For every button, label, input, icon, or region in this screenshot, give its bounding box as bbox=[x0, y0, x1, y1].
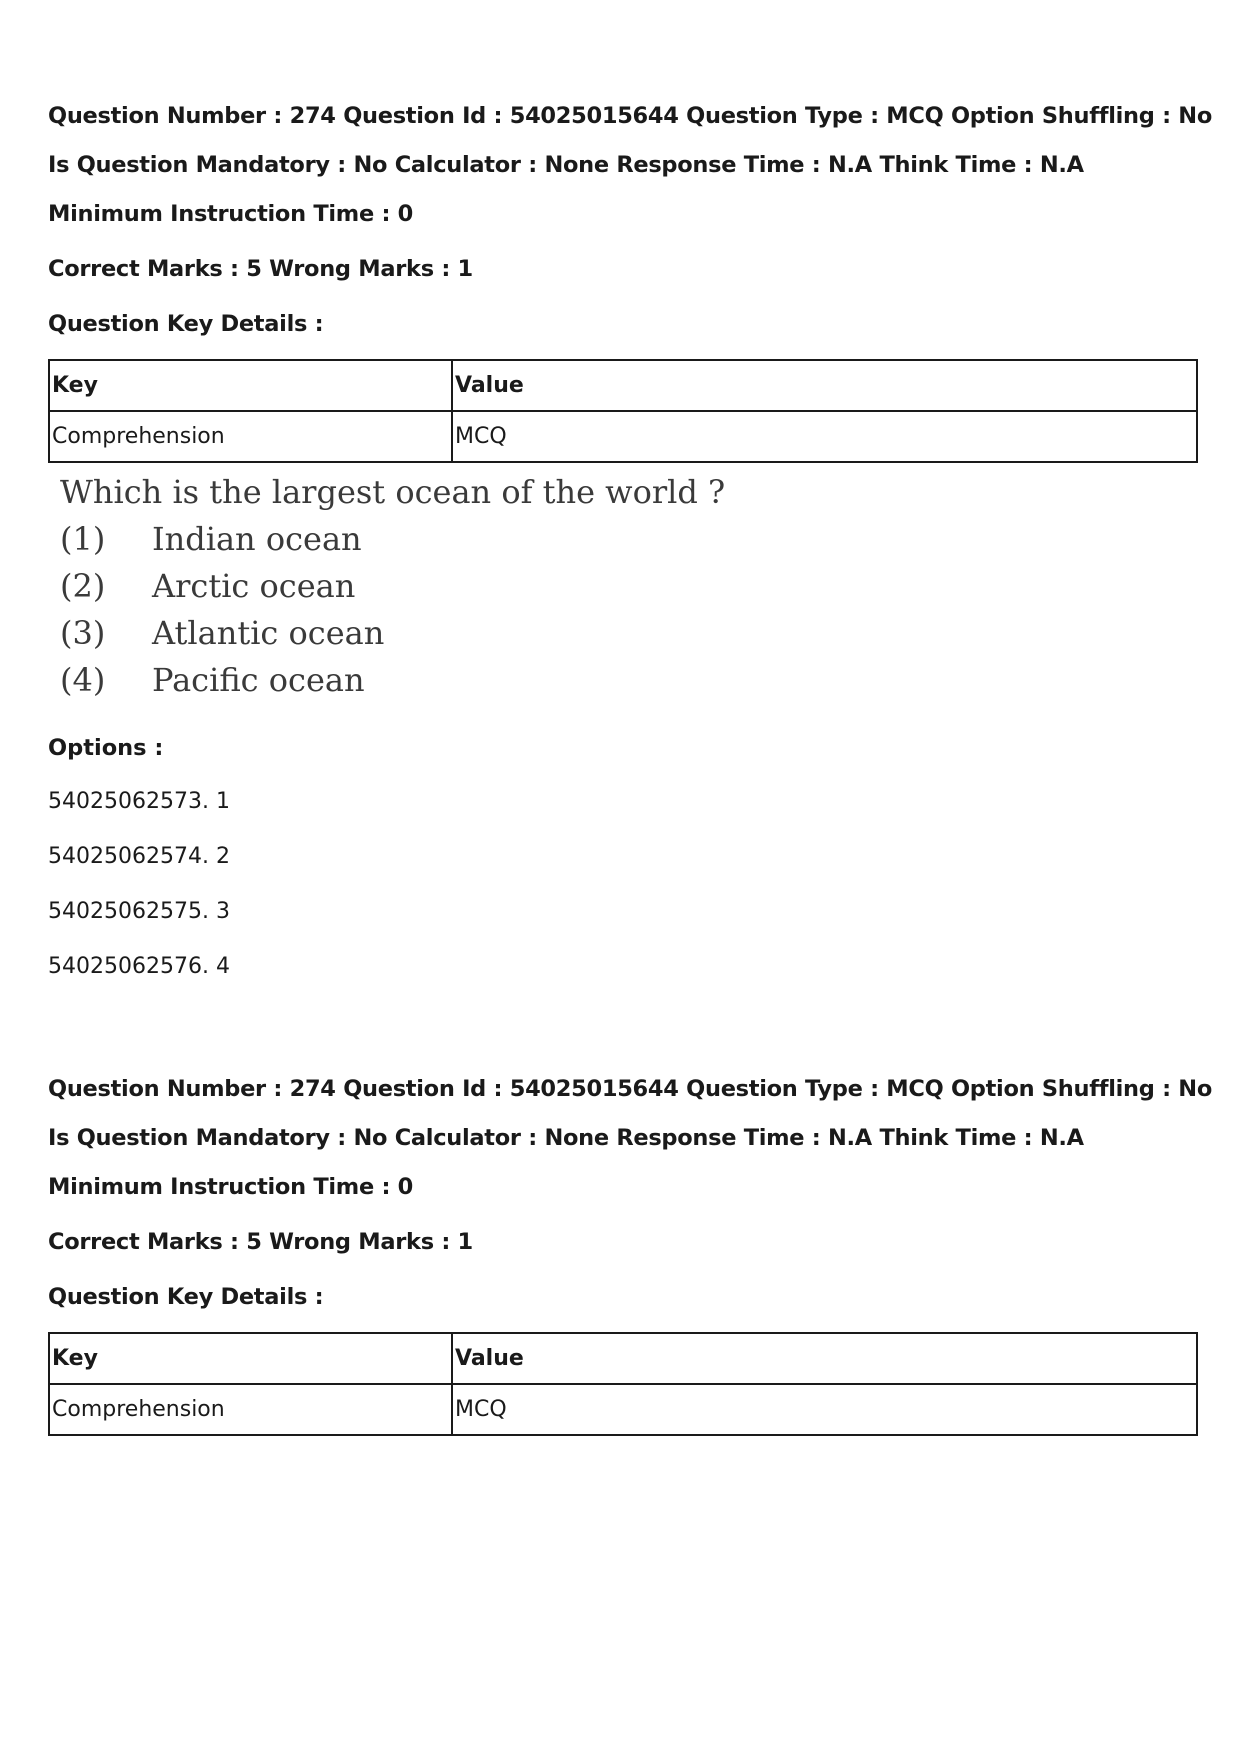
table-cell-key: Comprehension bbox=[49, 1384, 452, 1435]
key-details-table bbox=[48, 1332, 1198, 1436]
option-item: 54025062575. 3 bbox=[48, 899, 230, 924]
choice-text: Pacific ocean bbox=[152, 661, 365, 699]
choice-text: Arctic ocean bbox=[152, 567, 356, 605]
question-choice bbox=[60, 563, 725, 610]
question-meta-line: Is Question Mandatory : No Calculator : None Response Time : N.A Think Time : N.A bbox=[48, 1125, 1084, 1151]
question-meta-line: Question Number : 274 Question Id : 54025015644 Question Type : MCQ Option Shuffling : No bbox=[48, 103, 1212, 129]
table-cell-value: MCQ bbox=[452, 411, 1197, 462]
question-stem: Which is the largest ocean of the world ? bbox=[60, 473, 726, 511]
key-details-label: Question Key Details : bbox=[48, 1284, 324, 1310]
question-choice bbox=[60, 516, 725, 563]
choice-number: (3) bbox=[60, 614, 106, 652]
choice-text: Atlantic ocean bbox=[152, 614, 385, 652]
question-meta-line: Is Question Mandatory : No Calculator : None Response Time : N.A Think Time : N.A bbox=[48, 152, 1084, 178]
table-row bbox=[49, 1384, 1197, 1435]
table-header-value: Value bbox=[452, 360, 1197, 411]
table-header-key: Key bbox=[49, 1333, 452, 1384]
options-label: Options : bbox=[48, 735, 164, 761]
marks-line: Correct Marks : 5 Wrong Marks : 1 bbox=[48, 256, 473, 282]
question-header-block-1 bbox=[48, 92, 1212, 463]
table-header-key: Key bbox=[49, 360, 452, 411]
question-choice bbox=[60, 610, 725, 657]
question-choice bbox=[60, 657, 725, 704]
option-item: 54025062576. 4 bbox=[48, 954, 230, 979]
choice-number: (2) bbox=[60, 567, 106, 605]
question-meta-line: Question Number : 274 Question Id : 54025015644 Question Type : MCQ Option Shuffling : No bbox=[48, 1076, 1212, 1102]
question-image bbox=[60, 470, 725, 704]
table-header-row bbox=[49, 1333, 1197, 1384]
question-meta-line: Minimum Instruction Time : 0 bbox=[48, 201, 414, 227]
question-header-block-2 bbox=[48, 1065, 1212, 1436]
key-details-label: Question Key Details : bbox=[48, 311, 324, 337]
choice-number: (1) bbox=[60, 520, 106, 558]
table-header-row bbox=[49, 360, 1197, 411]
choice-text: Indian ocean bbox=[152, 520, 362, 558]
question-meta-line: Minimum Instruction Time : 0 bbox=[48, 1174, 414, 1200]
marks-line: Correct Marks : 5 Wrong Marks : 1 bbox=[48, 1229, 473, 1255]
options-block bbox=[48, 722, 230, 994]
table-cell-key: Comprehension bbox=[49, 411, 452, 462]
choice-number: (4) bbox=[60, 661, 106, 699]
key-details-table bbox=[48, 359, 1198, 463]
option-item: 54025062573. 1 bbox=[48, 789, 230, 814]
table-header-value: Value bbox=[452, 1333, 1197, 1384]
table-cell-value: MCQ bbox=[452, 1384, 1197, 1435]
option-item: 54025062574. 2 bbox=[48, 844, 230, 869]
table-row bbox=[49, 411, 1197, 462]
